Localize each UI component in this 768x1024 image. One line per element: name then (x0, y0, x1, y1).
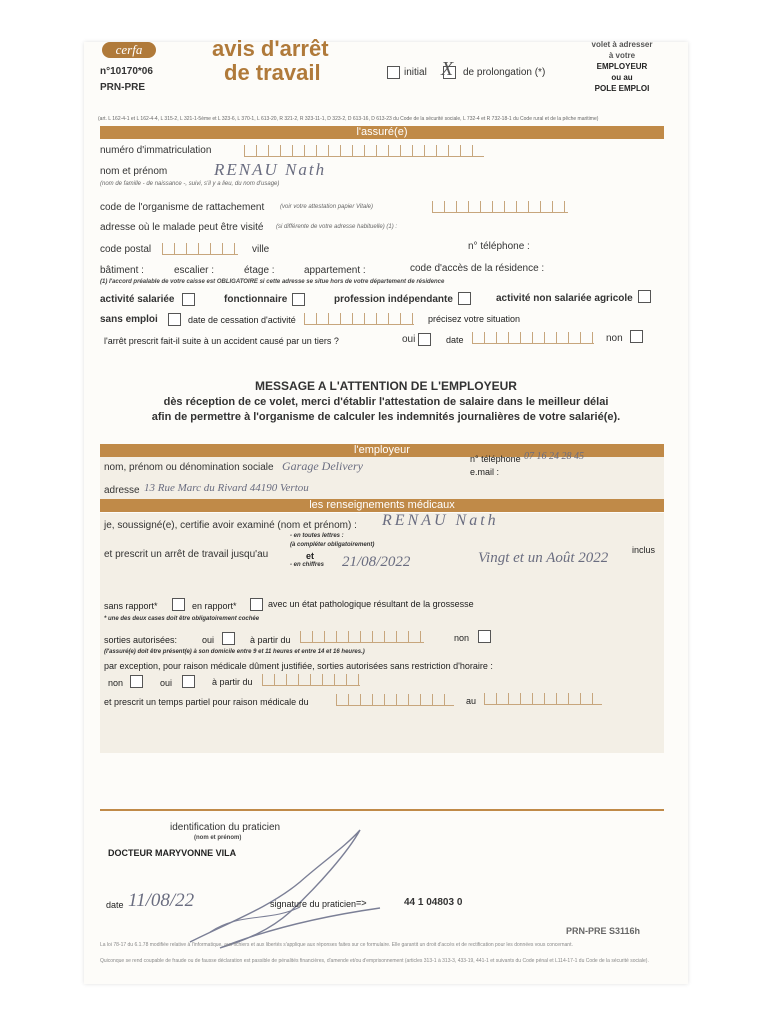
accident-non-checkbox[interactable] (630, 330, 643, 343)
form-number: n°10170*06 (100, 66, 153, 77)
exception-a-partir-label: à partir du (212, 677, 253, 687)
address-note: (si différente de votre adresse habituelle) (1) : (276, 224, 398, 230)
fonctionnaire-checkbox[interactable] (292, 293, 305, 306)
employeur-email-label: e.mail : (470, 467, 500, 477)
en-rapport-checkbox[interactable] (250, 598, 263, 611)
date-cessation-field[interactable] (304, 313, 414, 325)
accident-oui-label: oui (402, 334, 416, 345)
address-label: adresse où le malade peut être visité (100, 222, 264, 233)
name-label: nom et prénom (100, 166, 168, 177)
note-accord: (1) l'accord préalable de votre caisse est OBLIGATOIRE si cette adresse se situe hors de votre département de résidence (100, 279, 445, 285)
sorties-oui-label: oui (202, 635, 215, 645)
volet-line5: POLE EMPLOI (594, 84, 650, 93)
employeur-phone-label: n° téléphone (470, 454, 521, 464)
message-line1: dès réception de ce volet, merci d'établir l'attestation de salaire dans le meilleur délai (163, 396, 609, 408)
precisez-label: précisez votre situation (428, 314, 521, 324)
accident-date-field[interactable] (472, 332, 594, 344)
employeur-address-label: adresse (104, 485, 140, 496)
section-employeur-header: l'employeur (100, 444, 664, 457)
code-acces-label: code d'accès de la résidence : (410, 263, 545, 274)
sorties-label: sorties autorisées: (104, 635, 178, 645)
inclus-label: inclus (632, 545, 656, 555)
title-line1: avis d'arrêt (212, 36, 329, 61)
prescribe-label: et prescrit un arrêt de travail jusqu'au (104, 549, 269, 560)
form-sheet (84, 36, 688, 984)
sorties-a-partir-label: à partir du (250, 635, 291, 645)
initial-checkbox[interactable] (387, 66, 400, 79)
footer-legal-2: Quiconque se rend coupable de fraude ou de fausse déclaration est passible de pénalités financières, d'amende et/ou d'emprisonnement (articles 313-1 à 313-3, 433-19, 441-1 et suivants du Code pénal et L114-17-1 du Code de la sécurité sociale). (100, 958, 649, 964)
presence-note: (l'assuré(e) doit être présent(e) à son domicile entre 9 et 11 heures et entre 14 et 16 heures.) (104, 649, 365, 655)
employeur-name-value[interactable]: Garage Delivery (282, 459, 363, 473)
exception-date-field[interactable] (262, 674, 360, 686)
sorties-non-checkbox[interactable] (478, 630, 491, 643)
independante-checkbox[interactable] (458, 292, 471, 305)
prolongation-check-mark: X (441, 58, 454, 80)
sans-rapport-label: sans rapport* (104, 601, 158, 611)
agricole-checkbox[interactable] (638, 290, 651, 303)
signature-label: signature du praticien (270, 899, 357, 909)
employeur-address-value[interactable]: 13 Rue Marc du Rivard 44190 Vertou (144, 482, 309, 494)
sorties-date-field[interactable] (300, 631, 424, 643)
fonctionnaire-label: fonctionnaire (224, 294, 288, 305)
footer-code: PRN-PRE S3116h (566, 926, 641, 936)
org-field[interactable] (432, 201, 568, 213)
name-note: (nom de famille - de naissance -, suivi, s'il y a lieu, du nom d'usage) (100, 181, 280, 187)
signature-stroke (150, 812, 410, 962)
immat-field[interactable] (244, 145, 484, 157)
accident-question: l'arrêt prescrit fait-il suite à un accident causé par un tiers ? (104, 336, 339, 346)
accident-date-label: date (446, 335, 464, 345)
exception-label: par exception, pour raison médicale dûment justifiée, sorties autorisées sans restriction d'horaire : (104, 661, 493, 671)
coche-note: * une des deux cases doit être obligatoirement cochée (104, 616, 260, 622)
rpps-number: 44 1 04803 0 (404, 897, 463, 908)
exception-oui-checkbox[interactable] (182, 675, 195, 688)
certify-value[interactable]: RENAU Nath (382, 512, 499, 529)
temps-partiel-au-label: au (466, 696, 477, 706)
en-chiffres-label: - en chiffres (290, 562, 324, 568)
agricole-label: activité non salariée agricole (496, 293, 633, 304)
a-completer-note: (à compléter obligatoirement) (290, 542, 375, 548)
et-label: et (306, 551, 315, 561)
certify-label: je, soussigné(e), certifie avoir examiné (nom et prénom) : (104, 520, 357, 531)
etage-label: étage : (244, 265, 275, 276)
en-lettres-label: - en toutes lettres : (290, 533, 344, 539)
signature-arrow: => (356, 898, 367, 908)
escalier-label: escalier : (174, 265, 215, 276)
prolongation-checkbox[interactable] (441, 58, 456, 80)
initial-label: initial (404, 67, 427, 78)
org-note: (voir votre attestation papier Vitale) (280, 204, 373, 210)
cerfa-logo: cerfa (102, 42, 156, 58)
doctor-name: DOCTEUR MARYVONNE VILA (108, 848, 237, 858)
sans-emploi-label: sans emploi (100, 314, 158, 325)
postal-label: code postal (100, 244, 152, 255)
phone-label: n° téléphone : (468, 241, 530, 252)
en-rapport-label: en rapport* (192, 601, 237, 611)
praticien-date-label: date (106, 900, 124, 910)
accident-non-label: non (606, 333, 623, 344)
employeur-name-label: nom, prénom ou dénomination sociale (104, 462, 274, 473)
volet-line3: EMPLOYEUR (596, 62, 648, 71)
accident-oui-checkbox[interactable] (418, 333, 431, 346)
temps-partiel-label: et prescrit un temps partiel pour raison médicale du (104, 697, 309, 707)
org-label: code de l'organisme de rattachement (100, 202, 265, 213)
volet-line4: ou au (611, 73, 633, 82)
sorties-oui-checkbox[interactable] (222, 632, 235, 645)
exception-non-label: non (108, 678, 124, 688)
immat-label: numéro d'immatriculation (100, 145, 212, 156)
appartement-label: appartement : (304, 265, 366, 276)
sans-emploi-checkbox[interactable] (168, 313, 181, 326)
exception-non-checkbox[interactable] (130, 675, 143, 688)
batiment-label: bâtiment : (100, 265, 144, 276)
sans-rapport-checkbox[interactable] (172, 598, 185, 611)
activite-salariee-label: activité salariée (100, 294, 175, 305)
temps-partiel-to-field[interactable] (484, 693, 602, 705)
title-line2: de travail (224, 60, 321, 85)
grossesse-label: avec un état pathologique résultant de la grossesse (268, 599, 474, 609)
praticien-ident-sub: (nom et prénom) (194, 835, 242, 841)
prolongation-label: de prolongation (*) (463, 67, 546, 78)
praticien-ident-label: identification du praticien (170, 822, 281, 833)
independante-label: profession indépendante (334, 294, 453, 305)
activite-salariee-checkbox[interactable] (182, 293, 195, 306)
legal-references: (art. L 162-4-1 et L 162-4-4, L 315-2, L 321-1-5ème et L 323-6, L 370-1, L 613-20, R 321-2, R 323-11-1, D 323-2, D 613-16, D 613-23 du Code de la sécurité sociale, L 732-4 et R 732-18-1 du Code rural et de la pêche maritime) (98, 116, 599, 122)
date-cessation-label: date de cessation d'activité (188, 315, 296, 325)
volet-line2: à votre (608, 51, 636, 60)
form-code: PRN-PRE (100, 82, 146, 93)
message-title: MESSAGE A L'ATTENTION DE L'EMPLOYEUR (255, 379, 517, 393)
message-line2: afin de permettre à l'organisme de calculer les indemnités journalières de votre salarié(e). (151, 411, 621, 423)
exception-oui-label: oui (160, 678, 173, 688)
praticien-divider (100, 809, 664, 811)
date-chiffres-value[interactable]: 21/08/2022 (342, 554, 411, 570)
section-assure-header: l'assuré(e) (100, 126, 664, 139)
postal-field[interactable] (162, 243, 238, 255)
temps-partiel-from-field[interactable] (336, 694, 454, 706)
praticien-date-value[interactable]: 11/08/22 (128, 890, 195, 911)
footer-legal-1: La loi 78-17 du 6.1.78 modifiée relative à l'informatique, aux fichiers et aux libertés s'applique aux réponses faites sur ce formulaire. Elle garantit un droit d'accès et de rectification pour les données vous concernant. (100, 942, 573, 948)
ville-label: ville (252, 244, 270, 255)
date-lettres-value[interactable]: Vingt et un Août 2022 (478, 550, 609, 566)
name-value[interactable]: RENAU Nath (214, 160, 327, 179)
section-medical-header: les renseignements médicaux (100, 499, 664, 512)
sorties-non-label: non (454, 633, 470, 643)
employeur-phone-value[interactable]: 07 16 24 28 45 (524, 451, 584, 462)
volet-line1: volet à adresser (591, 40, 653, 49)
